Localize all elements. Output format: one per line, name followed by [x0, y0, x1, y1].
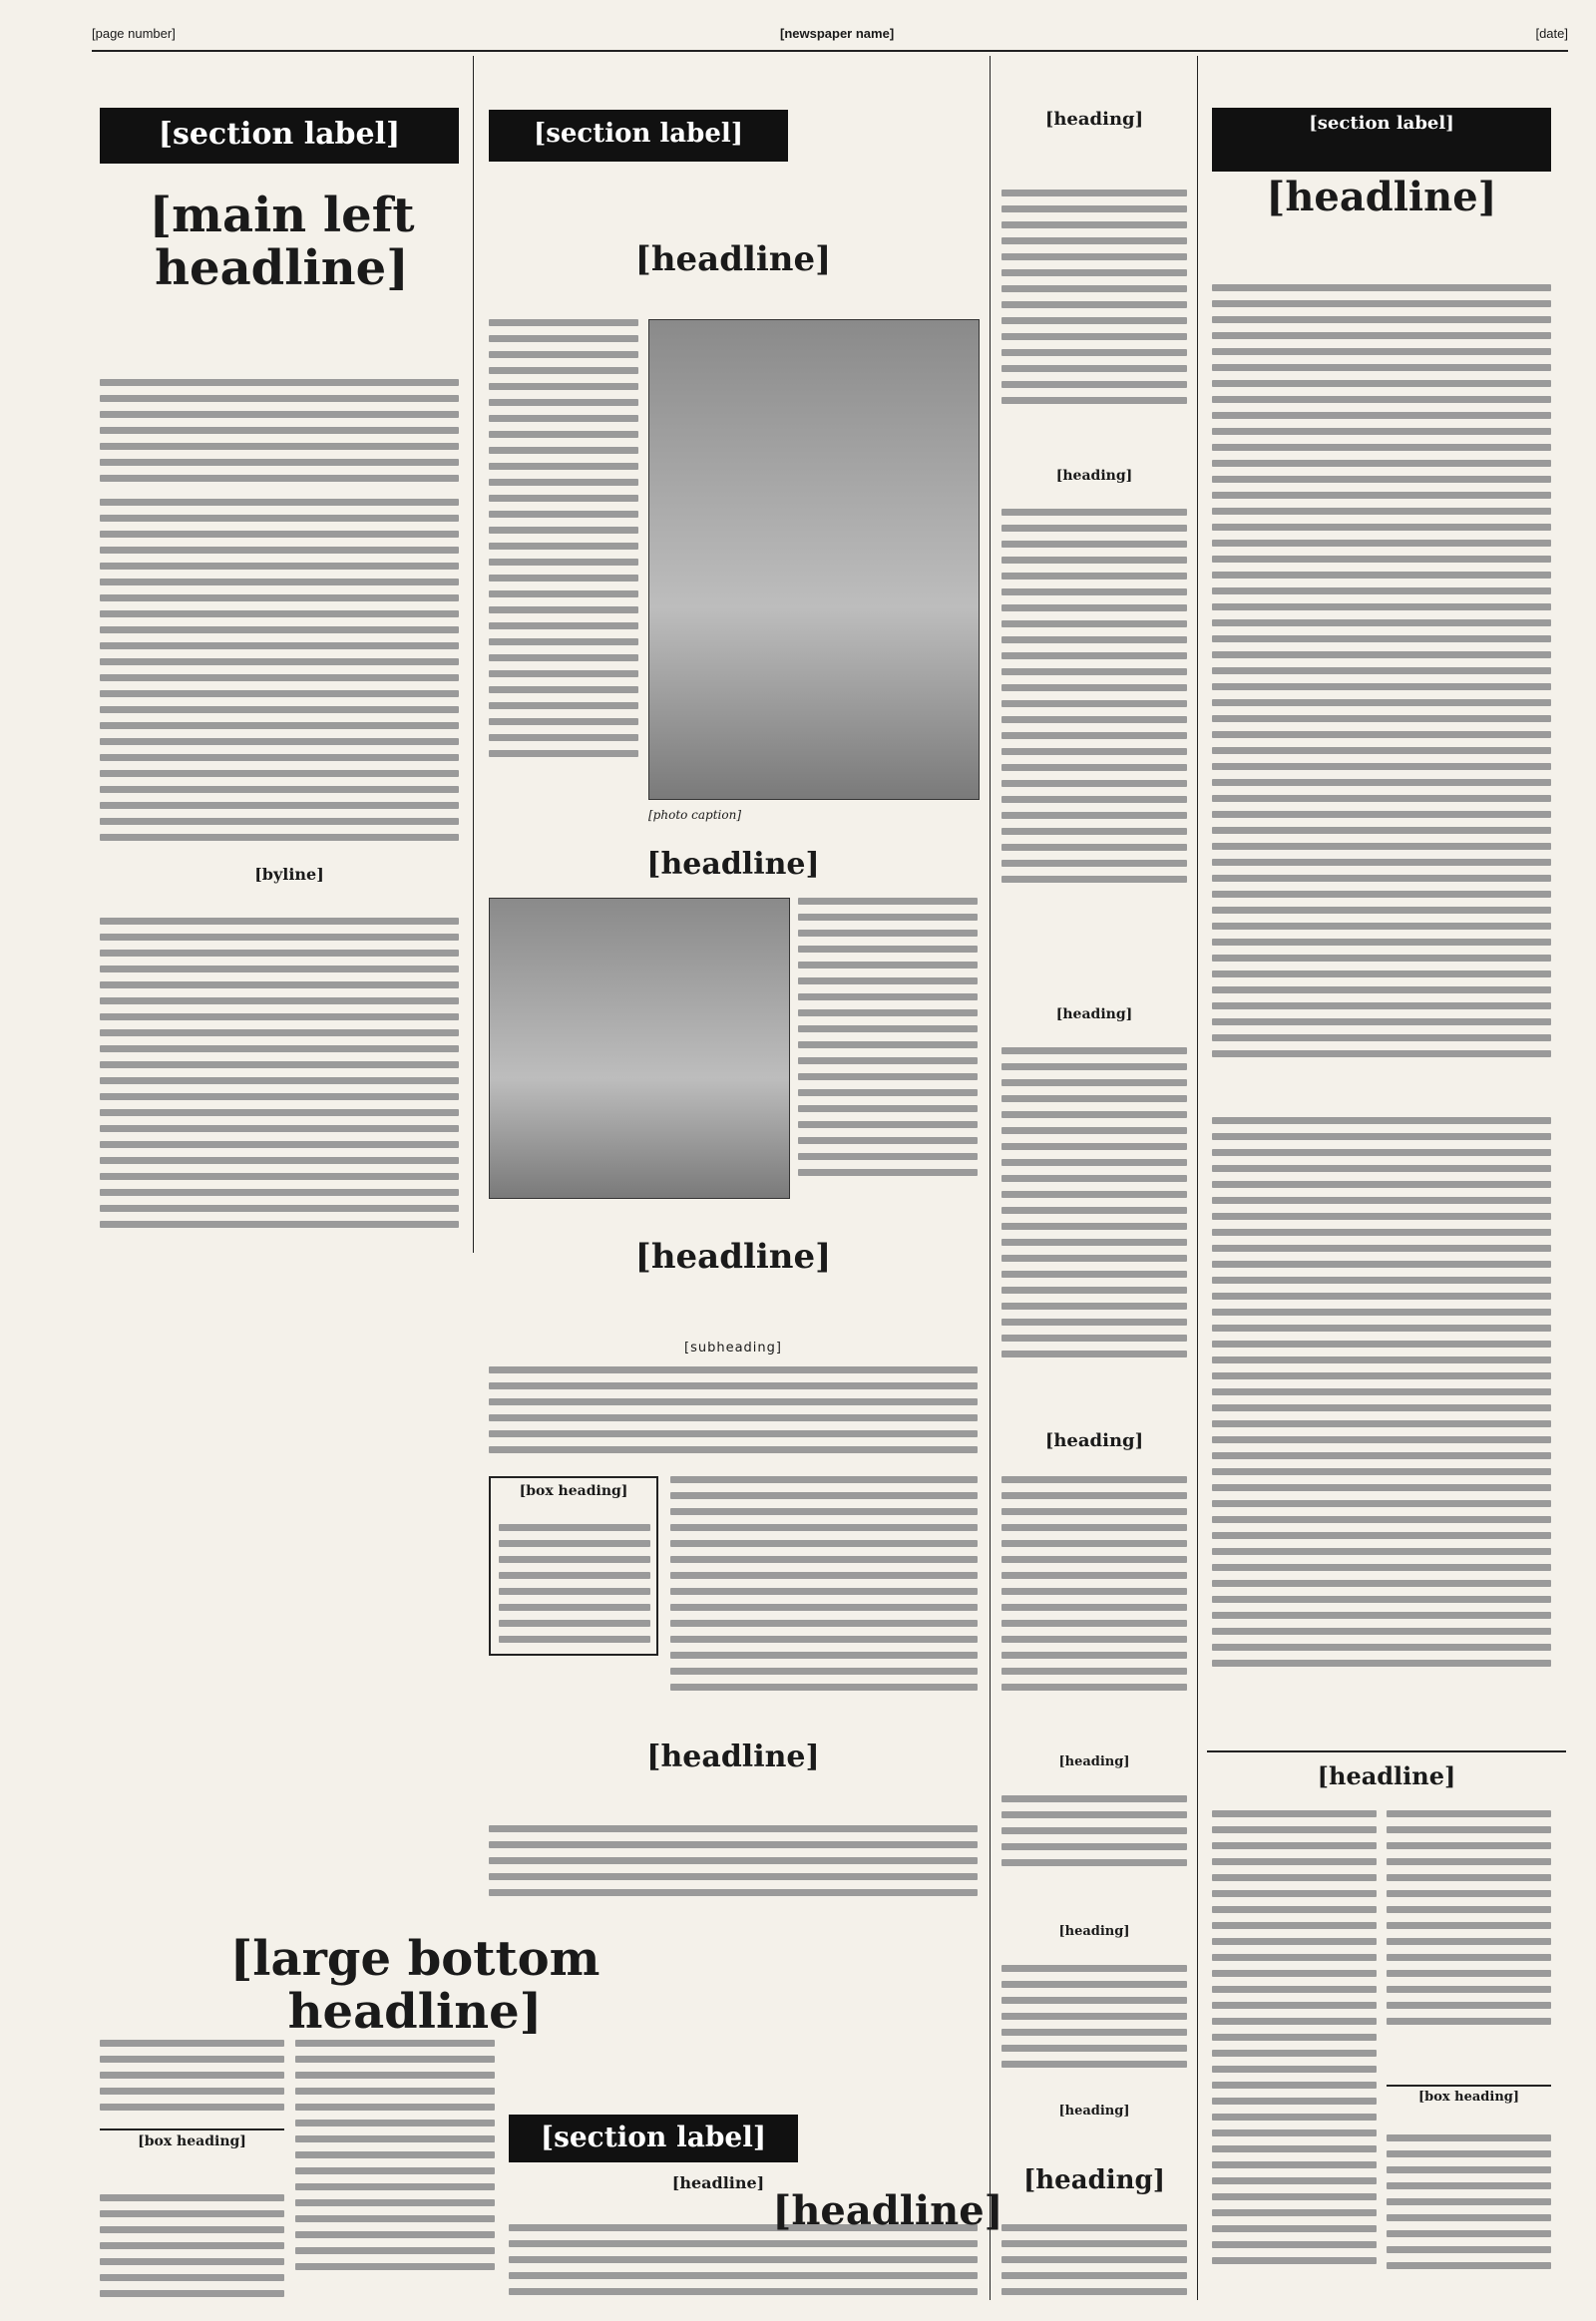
center-mid-body [798, 898, 978, 1197]
center-salary-subhead: [subheading] [684, 1341, 782, 1355]
right-narrow-h6: [heading] [1058, 1924, 1130, 1939]
right-narrow-h3: [heading] [1055, 1006, 1133, 1022]
center-top-body [489, 319, 638, 778]
bottom-center-label: [section label] [509, 2115, 798, 2162]
right-narrow-body-5 [1001, 1795, 1187, 1885]
right-lower-body-2 [1387, 1810, 1551, 2060]
center-small-box-heading: [box heading] [519, 1483, 628, 1499]
right-body-2 [1212, 1117, 1551, 1716]
right-narrow-h1: [heading] [1044, 109, 1144, 130]
left-article-body-2 [100, 918, 459, 1237]
left-byline: [byline] [254, 865, 324, 884]
right-box-heading: [box heading] [1387, 2085, 1551, 2105]
right-narrow-body-4 [1001, 1476, 1187, 1716]
bottom-left-headline: [large bottom headline] [229, 1931, 600, 2040]
center-salary-headline: [headline] [634, 1237, 832, 1277]
center-salary-body-2 [670, 1476, 978, 1706]
right-section-label: [section label] [1212, 108, 1551, 172]
center-karelia-body [489, 1825, 978, 1915]
center-mid-headline: [headline] [646, 847, 820, 882]
issue-date: [date] [1535, 26, 1568, 41]
right-narrow-h4: [heading] [1044, 1430, 1144, 1451]
center-small-box [489, 1476, 658, 1656]
bottom-left-body-2 [295, 2040, 495, 2304]
bottom-left-intro [100, 2040, 284, 2120]
right-narrow-body-2 [1001, 509, 1187, 898]
center-karelia-headline: [headline] [646, 1740, 820, 1774]
right-narrow-h2: [heading] [1055, 468, 1133, 484]
bottom-left-box-heading: [box heading] [100, 2128, 284, 2149]
right-headline: [headline] [1266, 174, 1497, 220]
right-lower-body-3 [1387, 2134, 1551, 2304]
right-narrow-h7: [heading] [1058, 2104, 1130, 2119]
page-number: [page number] [92, 26, 176, 41]
right-narrow-h5: [heading] [1058, 1754, 1130, 1769]
left-intro [100, 379, 459, 489]
right-body-1 [1212, 284, 1551, 1102]
right-narrow-body-7 [1001, 2224, 1187, 2304]
right-narrow-h8: [heading] [1022, 2165, 1166, 2195]
left-article-body [100, 499, 459, 858]
center-top-photo [648, 319, 980, 800]
center-section-label: [section label] [489, 110, 788, 162]
right-narrow-body-1 [1001, 190, 1187, 419]
center-mid-photo [489, 898, 790, 1199]
bottom-left-body [100, 2194, 284, 2304]
left-headline: [main left headline] [149, 188, 415, 296]
bottom-right-headline: [headline] [772, 2187, 1003, 2234]
bottom-center-headline: [headline] [671, 2173, 765, 2192]
center-top-headline: [headline] [634, 239, 832, 279]
right-narrow-body-3 [1001, 1047, 1187, 1396]
left-section-label: [section label] [100, 108, 459, 164]
right-lower-body-1 [1212, 1810, 1377, 2304]
center-top-photo-caption: [photo caption] [648, 808, 742, 822]
center-salary-body [489, 1366, 978, 1466]
bottom-center-body [509, 2224, 978, 2304]
right-lower-headline: [headline] [1317, 1761, 1456, 1790]
masthead [92, 22, 1568, 48]
newspaper-name: [newspaper name] [780, 26, 895, 41]
right-narrow-body-6 [1001, 1965, 1187, 2095]
center-small-box-body [499, 1524, 650, 1652]
